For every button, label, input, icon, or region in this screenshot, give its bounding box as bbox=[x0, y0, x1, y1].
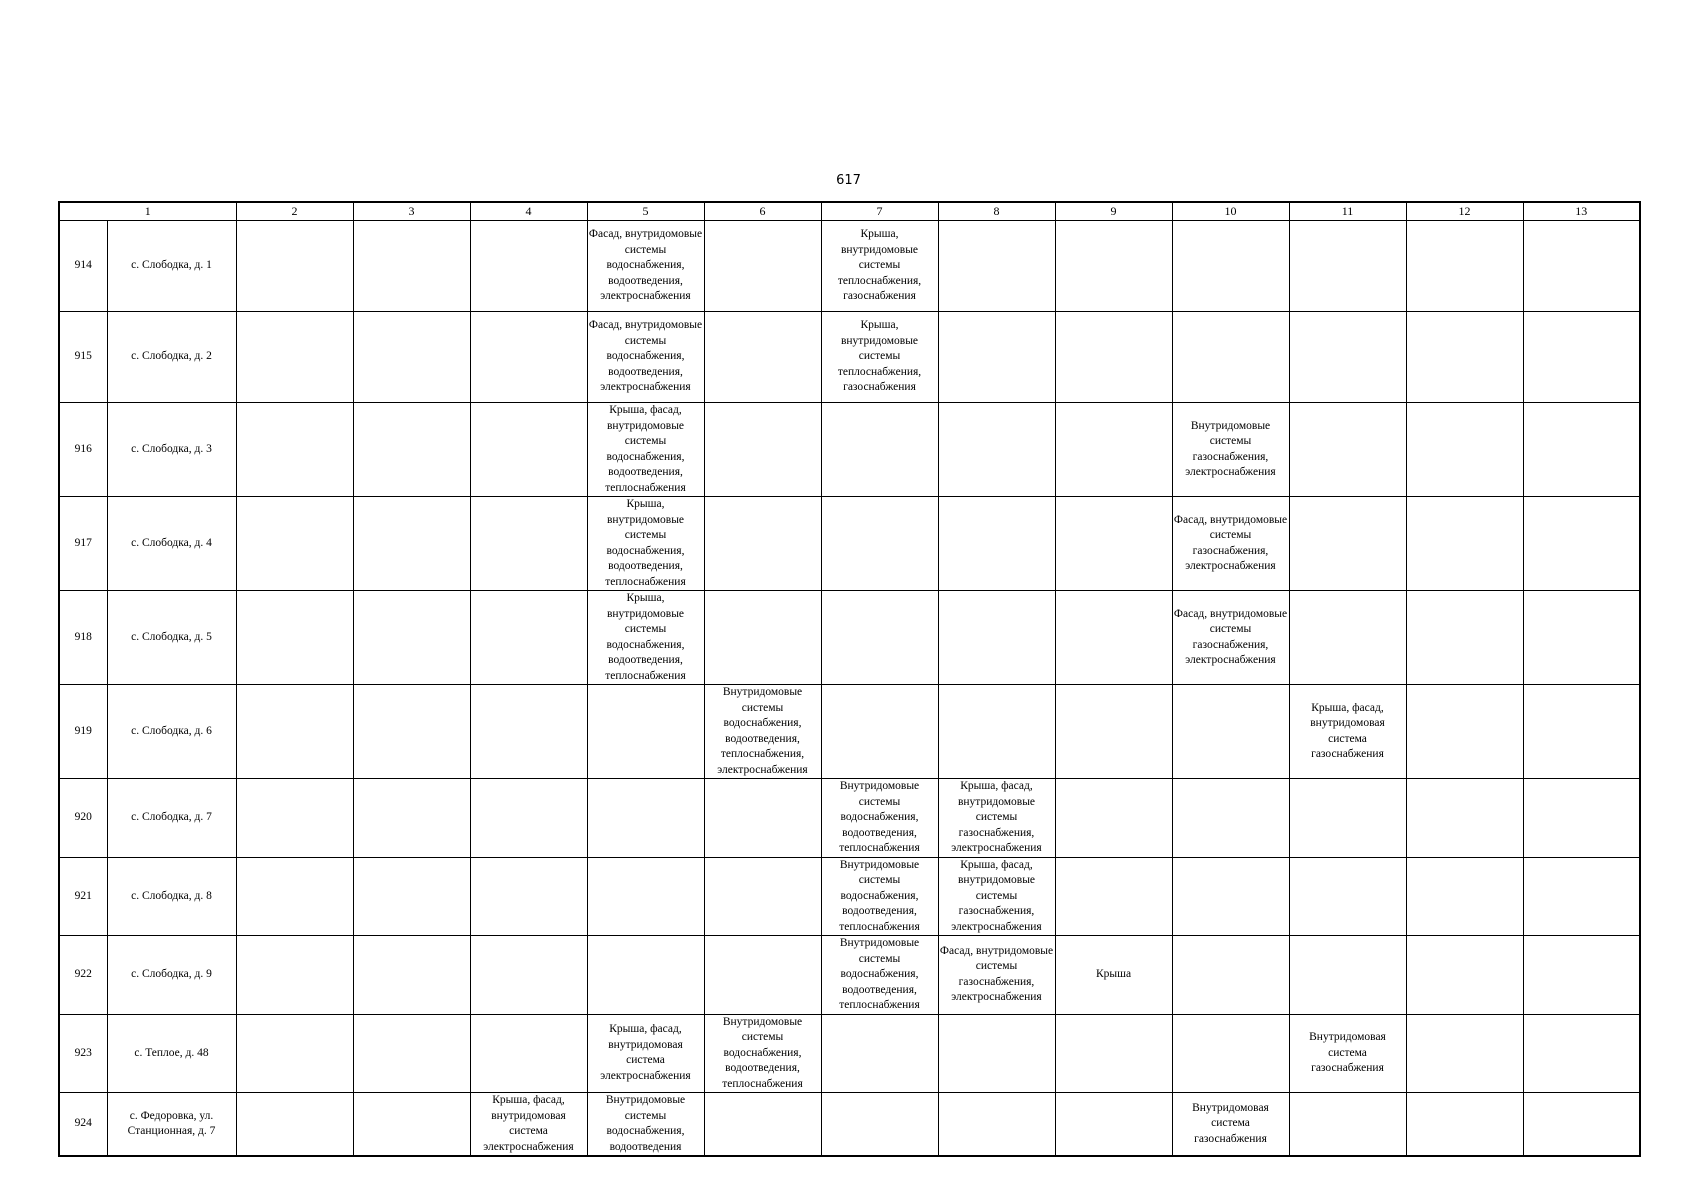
work-cell-col-12 bbox=[1406, 857, 1523, 936]
work-cell-col-10 bbox=[1172, 1014, 1289, 1093]
work-cell-col-9 bbox=[1055, 779, 1172, 858]
work-cell-col-9 bbox=[1055, 312, 1172, 403]
column-number: 10 bbox=[1172, 202, 1289, 221]
address-cell: с. Слободка, д. 2 bbox=[107, 312, 236, 403]
work-cell-col-6 bbox=[704, 221, 821, 312]
work-cell-col-5: Внутридомовые системы водоснабжения, водоотведения bbox=[587, 1093, 704, 1157]
work-cell-col-2 bbox=[236, 936, 353, 1015]
page-number: 617 bbox=[836, 173, 861, 188]
work-cell-col-8 bbox=[938, 1093, 1055, 1157]
work-cell-col-2 bbox=[236, 779, 353, 858]
work-cell-col-8 bbox=[938, 497, 1055, 591]
work-cell-col-11 bbox=[1289, 591, 1406, 685]
work-cell-col-11 bbox=[1289, 857, 1406, 936]
work-cell-col-10: Фасад, внутридомовые системы газоснабжения, электроснабжения bbox=[1172, 591, 1289, 685]
address-cell: с. Слободка, д. 5 bbox=[107, 591, 236, 685]
work-cell-col-9 bbox=[1055, 497, 1172, 591]
work-cell-col-10: Фасад, внутридомовые системы газоснабжения, электроснабжения bbox=[1172, 497, 1289, 591]
work-cell-col-13 bbox=[1523, 857, 1640, 936]
column-number: 4 bbox=[470, 202, 587, 221]
work-cell-col-11: Внутридомовая система газоснабжения bbox=[1289, 1014, 1406, 1093]
work-cell-col-10 bbox=[1172, 857, 1289, 936]
work-cell-col-11 bbox=[1289, 779, 1406, 858]
work-cell-col-2 bbox=[236, 497, 353, 591]
address-cell: с. Слободка, д. 8 bbox=[107, 857, 236, 936]
column-number: 1 bbox=[59, 202, 236, 221]
work-cell-col-13 bbox=[1523, 685, 1640, 779]
work-cell-col-7 bbox=[821, 591, 938, 685]
work-cell-col-5: Крыша, фасад, внутридомовая система электроснабжения bbox=[587, 1014, 704, 1093]
work-cell-col-5 bbox=[587, 936, 704, 1015]
work-cell-col-3 bbox=[353, 1093, 470, 1157]
row-number: 919 bbox=[59, 685, 107, 779]
work-cell-col-13 bbox=[1523, 779, 1640, 858]
table-row bbox=[59, 1093, 1640, 1157]
table-row bbox=[59, 497, 1640, 591]
work-cell-col-3 bbox=[353, 857, 470, 936]
table-row bbox=[59, 312, 1640, 403]
work-cell-col-13 bbox=[1523, 936, 1640, 1015]
work-cell-col-6 bbox=[704, 779, 821, 858]
work-cell-col-9 bbox=[1055, 403, 1172, 497]
column-number: 5 bbox=[587, 202, 704, 221]
work-cell-col-4 bbox=[470, 312, 587, 403]
work-cell-col-7: Крыша, внутридомовые системы теплоснабжения, газоснабжения bbox=[821, 221, 938, 312]
work-cell-col-3 bbox=[353, 312, 470, 403]
column-number: 11 bbox=[1289, 202, 1406, 221]
work-cell-col-6: Внутридомовые системы водоснабжения, водоотведения, теплоснабжения bbox=[704, 1014, 821, 1093]
row-number: 922 bbox=[59, 936, 107, 1015]
work-cell-col-2 bbox=[236, 857, 353, 936]
work-cell-col-2 bbox=[236, 1014, 353, 1093]
work-cell-col-9: Крыша bbox=[1055, 936, 1172, 1015]
table-row bbox=[59, 221, 1640, 312]
work-cell-col-7: Внутридомовые системы водоснабжения, водоотведения, теплоснабжения bbox=[821, 779, 938, 858]
column-number: 8 bbox=[938, 202, 1055, 221]
work-cell-col-11 bbox=[1289, 936, 1406, 1015]
work-cell-col-7 bbox=[821, 497, 938, 591]
column-number: 2 bbox=[236, 202, 353, 221]
row-number: 924 bbox=[59, 1093, 107, 1157]
work-cell-col-10: Внутридомовые системы газоснабжения, электроснабжения bbox=[1172, 403, 1289, 497]
work-cell-col-3 bbox=[353, 221, 470, 312]
work-cell-col-2 bbox=[236, 591, 353, 685]
table-row bbox=[59, 591, 1640, 685]
work-cell-col-2 bbox=[236, 312, 353, 403]
work-cell-col-9 bbox=[1055, 221, 1172, 312]
work-cell-col-12 bbox=[1406, 779, 1523, 858]
work-cell-col-11 bbox=[1289, 497, 1406, 591]
work-cell-col-4 bbox=[470, 779, 587, 858]
repair-schedule-table bbox=[58, 201, 1641, 1157]
work-cell-col-3 bbox=[353, 1014, 470, 1093]
work-cell-col-8: Крыша, фасад, внутридомовые системы газоснабжения, электроснабжения bbox=[938, 857, 1055, 936]
address-cell: с. Слободка, д. 4 bbox=[107, 497, 236, 591]
work-cell-col-5 bbox=[587, 857, 704, 936]
work-cell-col-4 bbox=[470, 1014, 587, 1093]
work-cell-col-12 bbox=[1406, 403, 1523, 497]
work-cell-col-9 bbox=[1055, 685, 1172, 779]
address-cell: с. Федоровка, ул. Станционная, д. 7 bbox=[107, 1093, 236, 1157]
work-cell-col-4 bbox=[470, 591, 587, 685]
column-number: 13 bbox=[1523, 202, 1640, 221]
work-cell-col-4: Крыша, фасад, внутридомовая система электроснабжения bbox=[470, 1093, 587, 1157]
work-cell-col-6 bbox=[704, 403, 821, 497]
work-cell-col-4 bbox=[470, 403, 587, 497]
work-cell-col-13 bbox=[1523, 312, 1640, 403]
table-row bbox=[59, 857, 1640, 936]
work-cell-col-3 bbox=[353, 403, 470, 497]
column-number: 6 bbox=[704, 202, 821, 221]
work-cell-col-12 bbox=[1406, 1093, 1523, 1157]
table-row bbox=[59, 779, 1640, 858]
work-cell-col-12 bbox=[1406, 497, 1523, 591]
work-cell-col-5: Фасад, внутридомовые системы водоснабжения, водоотведения, электроснабжения bbox=[587, 312, 704, 403]
work-cell-col-12 bbox=[1406, 1014, 1523, 1093]
work-cell-col-11 bbox=[1289, 221, 1406, 312]
work-cell-col-12 bbox=[1406, 685, 1523, 779]
column-number: 12 bbox=[1406, 202, 1523, 221]
work-cell-col-13 bbox=[1523, 221, 1640, 312]
work-cell-col-12 bbox=[1406, 591, 1523, 685]
work-cell-col-5 bbox=[587, 779, 704, 858]
address-cell: с. Слободка, д. 3 bbox=[107, 403, 236, 497]
column-number: 9 bbox=[1055, 202, 1172, 221]
work-cell-col-10 bbox=[1172, 312, 1289, 403]
work-cell-col-13 bbox=[1523, 591, 1640, 685]
work-cell-col-2 bbox=[236, 221, 353, 312]
address-cell: с. Теплое, д. 48 bbox=[107, 1014, 236, 1093]
column-number: 7 bbox=[821, 202, 938, 221]
work-cell-col-11 bbox=[1289, 1093, 1406, 1157]
column-number-row bbox=[59, 202, 1640, 221]
address-cell: с. Слободка, д. 1 bbox=[107, 221, 236, 312]
work-cell-col-5 bbox=[587, 685, 704, 779]
work-cell-col-10 bbox=[1172, 685, 1289, 779]
work-cell-col-8 bbox=[938, 1014, 1055, 1093]
address-cell: с. Слободка, д. 6 bbox=[107, 685, 236, 779]
work-cell-col-12 bbox=[1406, 936, 1523, 1015]
work-cell-col-8 bbox=[938, 591, 1055, 685]
work-cell-col-2 bbox=[236, 403, 353, 497]
work-cell-col-10: Внутридомовая система газоснабжения bbox=[1172, 1093, 1289, 1157]
work-cell-col-8 bbox=[938, 685, 1055, 779]
work-cell-col-9 bbox=[1055, 1093, 1172, 1157]
table-row bbox=[59, 685, 1640, 779]
work-cell-col-9 bbox=[1055, 1014, 1172, 1093]
work-cell-col-5: Крыша, внутридомовые системы водоснабжения, водоотведения, теплоснабжения bbox=[587, 591, 704, 685]
work-cell-col-3 bbox=[353, 779, 470, 858]
work-cell-col-7 bbox=[821, 1014, 938, 1093]
address-cell: с. Слободка, д. 9 bbox=[107, 936, 236, 1015]
work-cell-col-10 bbox=[1172, 936, 1289, 1015]
work-cell-col-11 bbox=[1289, 403, 1406, 497]
work-cell-col-5: Крыша, внутридомовые системы водоснабжения, водоотведения, теплоснабжения bbox=[587, 497, 704, 591]
row-number: 920 bbox=[59, 779, 107, 858]
work-cell-col-9 bbox=[1055, 857, 1172, 936]
work-cell-col-7: Внутридомовые системы водоснабжения, водоотведения, теплоснабжения bbox=[821, 936, 938, 1015]
work-cell-col-7: Крыша, внутридомовые системы теплоснабжения, газоснабжения bbox=[821, 312, 938, 403]
work-cell-col-3 bbox=[353, 591, 470, 685]
work-cell-col-13 bbox=[1523, 1093, 1640, 1157]
work-cell-col-9 bbox=[1055, 591, 1172, 685]
work-cell-col-6 bbox=[704, 1093, 821, 1157]
work-cell-col-10 bbox=[1172, 779, 1289, 858]
row-number: 921 bbox=[59, 857, 107, 936]
work-cell-col-6 bbox=[704, 936, 821, 1015]
work-cell-col-10 bbox=[1172, 221, 1289, 312]
work-cell-col-13 bbox=[1523, 1014, 1640, 1093]
work-cell-col-4 bbox=[470, 497, 587, 591]
work-cell-col-5: Крыша, фасад, внутридомовые системы водоснабжения, водоотведения, теплоснабжения bbox=[587, 403, 704, 497]
work-cell-col-6 bbox=[704, 591, 821, 685]
work-cell-col-2 bbox=[236, 685, 353, 779]
work-cell-col-7 bbox=[821, 403, 938, 497]
work-cell-col-13 bbox=[1523, 497, 1640, 591]
work-cell-col-6 bbox=[704, 312, 821, 403]
work-cell-col-8: Фасад, внутридомовые системы газоснабжения, электроснабжения bbox=[938, 936, 1055, 1015]
work-cell-col-2 bbox=[236, 1093, 353, 1157]
work-cell-col-3 bbox=[353, 497, 470, 591]
work-cell-col-11 bbox=[1289, 312, 1406, 403]
work-cell-col-7 bbox=[821, 1093, 938, 1157]
work-cell-col-6 bbox=[704, 857, 821, 936]
work-cell-col-4 bbox=[470, 221, 587, 312]
table-row bbox=[59, 936, 1640, 1015]
work-cell-col-5: Фасад, внутридомовые системы водоснабжения, водоотведения, электроснабжения bbox=[587, 221, 704, 312]
work-cell-col-4 bbox=[470, 936, 587, 1015]
work-cell-col-6 bbox=[704, 497, 821, 591]
work-cell-col-8 bbox=[938, 403, 1055, 497]
table-row bbox=[59, 403, 1640, 497]
work-cell-col-7 bbox=[821, 685, 938, 779]
work-cell-col-8 bbox=[938, 221, 1055, 312]
row-number: 915 bbox=[59, 312, 107, 403]
work-cell-col-6: Внутридомовые системы водоснабжения, водоотведения, теплоснабжения, электроснабжения bbox=[704, 685, 821, 779]
row-number: 914 bbox=[59, 221, 107, 312]
work-cell-col-12 bbox=[1406, 312, 1523, 403]
work-cell-col-11: Крыша, фасад, внутридомовая система газоснабжения bbox=[1289, 685, 1406, 779]
work-cell-col-3 bbox=[353, 936, 470, 1015]
work-cell-col-3 bbox=[353, 685, 470, 779]
work-cell-col-4 bbox=[470, 685, 587, 779]
work-cell-col-7: Внутридомовые системы водоснабжения, водоотведения, теплоснабжения bbox=[821, 857, 938, 936]
row-number: 918 bbox=[59, 591, 107, 685]
address-cell: с. Слободка, д. 7 bbox=[107, 779, 236, 858]
work-cell-col-8 bbox=[938, 312, 1055, 403]
table-row bbox=[59, 1014, 1640, 1093]
row-number: 917 bbox=[59, 497, 107, 591]
work-cell-col-8: Крыша, фасад, внутридомовые системы газоснабжения, электроснабжения bbox=[938, 779, 1055, 858]
column-number: 3 bbox=[353, 202, 470, 221]
work-cell-col-12 bbox=[1406, 221, 1523, 312]
row-number: 916 bbox=[59, 403, 107, 497]
work-cell-col-4 bbox=[470, 857, 587, 936]
row-number: 923 bbox=[59, 1014, 107, 1093]
work-cell-col-13 bbox=[1523, 403, 1640, 497]
